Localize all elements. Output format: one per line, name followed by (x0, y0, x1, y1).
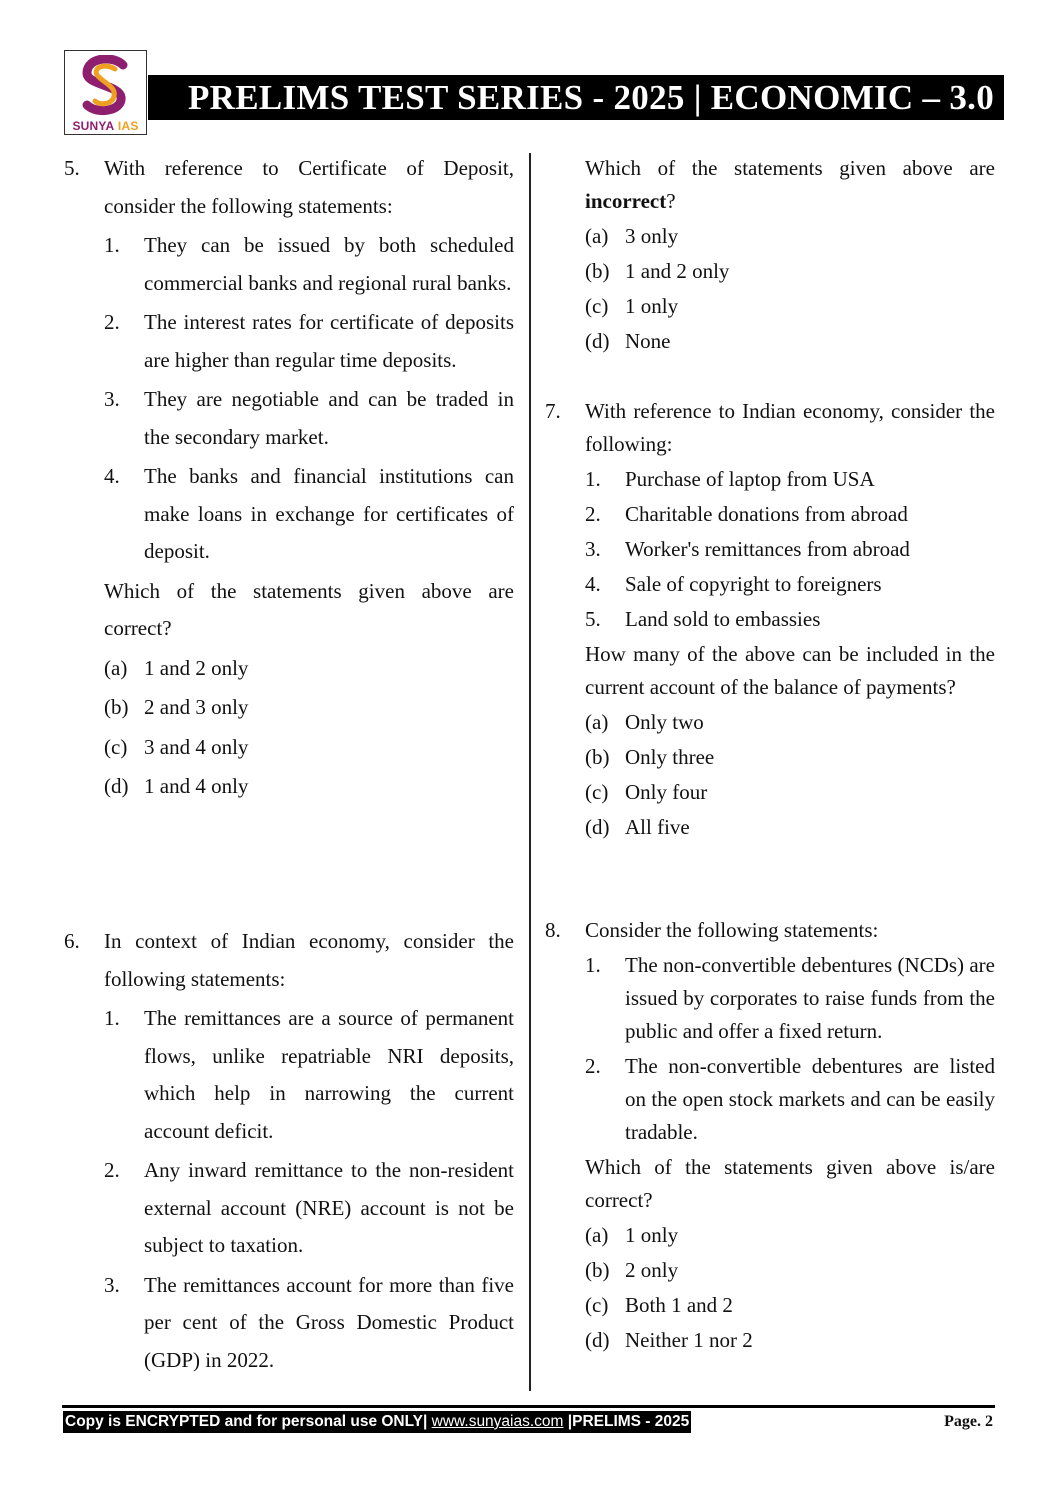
question-number: 7. (545, 399, 561, 423)
option-b: (b) 1 and 2 only (585, 259, 730, 283)
statement: 4. Sale of copyright to foreigners (585, 572, 882, 596)
sunya-ias-logo (64, 50, 147, 135)
question-prompt: Which of the statements given above is/are correct? (585, 1155, 995, 1212)
footer-rule (62, 1405, 995, 1408)
question-prompt: Which of the statements given above are incorrect? (585, 156, 995, 213)
statement: 3. Worker's remittances from abroad (585, 537, 910, 561)
question-6-continued (543, 152, 995, 358)
question-stem: In context of Indian economy, consider the following statements: (104, 929, 514, 991)
option-b: (b) Only three (585, 745, 715, 769)
question-6 (62, 923, 514, 1379)
statement: 2. The non-convertible debentures are listed on the open stock markets and can be easily tradable. (585, 1054, 995, 1144)
option-a: (a) Only two (585, 710, 704, 734)
option-a: (a) 1 only (585, 1223, 679, 1247)
statement: 3. They are negotiable and can be traded in the secondary market. (104, 387, 514, 449)
statement: 2. The interest rates for certificate of deposits are higher than regular time deposits. (104, 310, 514, 372)
statement: 2. Any inward remittance to the non-resident external account (NRE) account is not be subject to taxation. (104, 1158, 514, 1257)
question-number: 8. (545, 918, 561, 942)
option-d: (d) All five (585, 815, 690, 839)
option-d: (d) Neither 1 nor 2 (585, 1328, 753, 1352)
question-number: 5. (64, 156, 80, 180)
footer-notice: Copy is ENCRYPTED and for personal use ONLY| www.sunyaias.com |PRELIMS - 2025 (63, 1411, 691, 1433)
option-d: (d) 1 and 4 only (104, 774, 249, 798)
statement: 3. The remittances account for more than five per cent of the Gross Domestic Product (GDP) in 2022. (104, 1272, 514, 1372)
option-c: (c) 1 only (585, 294, 679, 318)
option-a: (a) 1 and 2 only (104, 655, 249, 680)
option-c: (c) Both 1 and 2 (585, 1293, 733, 1317)
question-number: 6. (64, 929, 80, 953)
option-d: (d) None (585, 329, 671, 353)
statement: 1. Purchase of laptop from USA (585, 467, 875, 491)
logo-s-icon (79, 55, 133, 117)
question-stem: With reference to Indian economy, consider the following: (585, 399, 995, 456)
question-prompt: Which of the statements given above are correct? (104, 578, 514, 640)
page-title: PRELIMS TEST SERIES - 2025 | ECONOMIC – 3.0 (148, 75, 1004, 120)
question-stem: With reference to Certificate of Deposit, consider the following statements: (104, 156, 514, 218)
option-a: (a) 3 only (585, 224, 679, 248)
option-c: (c) 3 and 4 only (104, 734, 249, 759)
logo-brand-text: SUNYA IAS (72, 119, 139, 133)
statement: 1. They can be issued by both scheduled commercial banks and regional rural banks. (104, 233, 514, 295)
option-b: (b) 2 and 3 only (104, 695, 249, 719)
question-prompt: How many of the above can be included in the current account of the balance of payments? (585, 642, 995, 699)
statement: 2. Charitable donations from abroad (585, 502, 908, 526)
website-link[interactable]: www.sunyaias.com (431, 1413, 564, 1430)
option-c: (c) Only four (585, 780, 708, 804)
statement: 5. Land sold to embassies (585, 607, 821, 631)
option-b: (b) 2 only (585, 1258, 679, 1282)
question-7 (543, 395, 995, 844)
page-number: Page. 2 (944, 1413, 993, 1430)
question-stem: Consider the following statements: (585, 918, 879, 942)
question-5 (62, 150, 514, 806)
statement: 4. The banks and financial institutions can make loans in exchange for certificates of deposit. (104, 464, 514, 563)
column-divider (529, 153, 531, 1391)
statement: 1. The non-convertible debentures (NCDs) are issued by corporates to raise funds from the public and offer a fixed return. (585, 953, 995, 1043)
question-8 (543, 914, 995, 1357)
statement: 1. The remittances are a source of permanent flows, unlike repatriable NRI deposits, which help in narrowing the current account deficit. (104, 1006, 514, 1143)
